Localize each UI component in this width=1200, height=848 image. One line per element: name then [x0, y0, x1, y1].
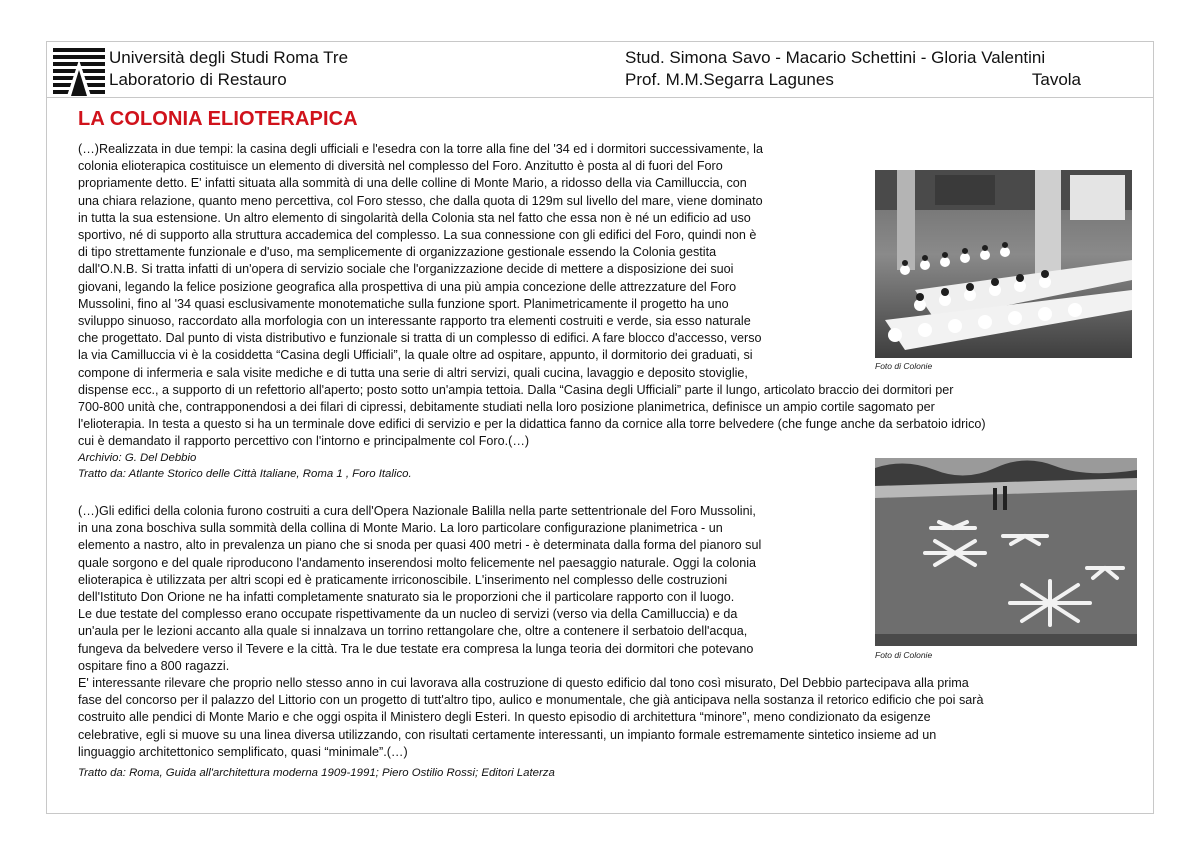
- paragraph-1: [78, 141, 986, 451]
- photo-caption-1: Foto di Colonie: [875, 361, 933, 371]
- source-archive: Archivio: G. Del Debbio: [78, 452, 197, 464]
- heliotherapy-courtyard-photo-icon: [875, 458, 1137, 646]
- header: [47, 42, 1153, 98]
- university-name: Università degli Studi Roma Tre: [109, 48, 349, 67]
- text-line: propriamente detto. E' infatti situata alla sommità di una delle colline di Monte Mario, a ridosso della via Camilluccia, con: [78, 176, 747, 191]
- text-line: (…)Realizzata in due tempi: la casina degli ufficiali e l'esedra con la torre alla fine del '34 ed i dormitori successivamente, la: [78, 142, 763, 156]
- students-names: Stud. Simona Savo - Macario Schettini - Gloria Valentini: [625, 48, 1046, 67]
- text-line: linguaggio architettonico semplificato, quasi “minimale”.(…): [78, 744, 408, 759]
- lab-name: Laboratorio di Restauro: [109, 70, 287, 89]
- professor-row: [625, 69, 1081, 91]
- text-line: quale sorgono e del quale riproducono l'andamento inserendosi molto felicemente nel paesaggio naturale. Oggi la colonia: [78, 555, 757, 570]
- text-line: sportivo, né di supporto alla struttura accademica del complesso. La sua connessione con gli edifici del Foro, quindi non è: [78, 228, 757, 243]
- text-line: E' interessante rilevare che proprio nello stesso anno in cui lavorava alla costruzione di questo edificio dal tono così misurato, Del Debbio partecipava alla prima: [78, 676, 969, 691]
- university-block: [109, 47, 348, 91]
- text-line: che progettato. Dal punto di vista distributivo e funzionale si tratta di un complesso di edifici. A fare blocco d'accesso, verso: [78, 331, 762, 346]
- text-line: di tipo strettamente funzionale e d'uso, ma semplicemente di organizzazione gestionale essendo la Colonia gestita: [78, 245, 717, 260]
- text-line: giovani, legando la felice posizione geografica alla prospettiva di una più ampia concezione delle attrezzature del Foro: [78, 279, 737, 294]
- text-line: l'elioterapia. In testa a questo si ha un terminale dove edifici di servizio e per la didattica fanno da cornice alla torre belvedere (che funge anche da serbatoio idrico): [78, 417, 986, 432]
- photo-caption-2: Foto di Colonie: [875, 650, 933, 660]
- text-line: una chiara relazione, quanto meno percettiva, col Foro stesso, che dalla quota di 129m sul livello del mare, viene dominato: [78, 193, 763, 208]
- text-line: sviluppo sinuoso, raccordato alla morfologia con un interessante rapporto tra elementi costruiti e verde, sia esso naturale: [78, 314, 751, 329]
- source-guida: Tratto da: Roma, Guida all'architettura moderna 1909-1991; Piero Ostilio Rossi; Editori Laterza: [78, 767, 555, 779]
- text-line: Le due testate del complesso erano occupate rispettivamente da un nucleo di servizi (verso via della Camilluccia) e da: [78, 607, 738, 622]
- text-line: costruito alle pendici di Monte Mario e che oggi ospita il Ministero degli Esteri. In questo episodio di architettura “minore”, meno condizionato da esigenze: [78, 710, 931, 725]
- text-line: fase del concorso per il palazzo del Littorio con un progetto di tutt'altro tipo, aulico e monumentale, che già anticipava nella sostanza il retorico edificio che poi sarà: [78, 693, 984, 708]
- text-line: 700-800 unità che, contrapponendosi a dei filari di cipressi, debitamente studiati nella loro posizione planimetrica, definisce un ampio cortile sagomato per: [78, 400, 935, 415]
- text-line: compone di infermeria e sala visite mediche e di tutta una serie di altri servizi, quali cucina, lavaggio e deposito stoviglie,: [78, 365, 748, 380]
- text-line: dispense ecc., a supporto di un refettorio all'aperto; posto sotto un'ampia tettoia. Dalla “Casina degli Ufficiali” parte il lungo, articolato braccio dei dormitori per: [78, 382, 954, 397]
- text-line: in tutta la sua estensione. Un altro elemento di singolarità della Colonia sta nel fatto che essa non è né un edificio ad uso: [78, 210, 751, 225]
- professor-name: Prof. M.M.Segarra Lagunes: [625, 70, 834, 89]
- refectory-photo-icon: [875, 170, 1132, 358]
- text-line: un'aula per le lezioni accanto alla quale si innalzava un torrino rettangolare che, oltre a contenere il serbatoio dell'acqua,: [78, 624, 748, 639]
- text-line: celebrative, egli si muove su una linea diversa utilizzando, con risultati certamente interessanti, un impianto formale estremamente sintetico insieme ad un: [78, 727, 937, 742]
- text-line: dell'Istituto Don Orione ne ha infatti completamente snaturato sia le proporzioni che il particolare rapporto con il luogo.: [78, 590, 735, 605]
- text-line: la via Camilluccia vi è la cosiddetta “Casina degli Ufficiali”, la quale oltre ad ospitare, appunto, il dormitorio dei graduati, si: [78, 348, 753, 363]
- text-line: dall'O.N.B. Si tratta infatti di un'opera di servizio sociale che l'organizzazione decide di mettere a disposizione dei suoi: [78, 262, 734, 277]
- text-line: in una zona boschiva sulla sommità della collina di Monte Mario. La loro particolare configurazione planimetrica - un: [78, 521, 723, 536]
- text-line: (…)Gli edifici della colonia furono costruiti a cura dell'Opera Nazionale Balilla nella parte settentrionale del Foro Mussolini,: [78, 504, 756, 518]
- text-line: elioterapica è utilizzata per altri scopi ed è praticamente irriconoscibile. L'inserimento nel complesso delle costruzioni: [78, 572, 728, 587]
- tavola-label: Tavola: [1031, 70, 1081, 89]
- text-line: Mussolini, fino al '34 quasi esclusivamente monotematiche sulla funzione sport. Planimetricamente il progetto ha uno: [78, 296, 729, 311]
- source-atlante: Tratto da: Atlante Storico delle Città Italiane, Roma 1 , Foro Italico.: [78, 468, 412, 480]
- text-line: fungeva da belvedere verso il Tevere e la città. Tra le due testate era compresa la lunga teoria dei dormitori che potevano: [78, 641, 754, 656]
- text-line: cui è demandato il rapporto percettivo con l'intorno e principalmente col Foro.(…): [78, 434, 530, 449]
- paragraph-2: [78, 503, 983, 761]
- text-line: colonia elioterapica costituisce un elemento di diversità nel complesso del Foro. Anzitutto è posta al di fuori del Foro: [78, 159, 723, 174]
- text-line: ospitare fino a 800 ragazzi.: [78, 658, 230, 673]
- page-title: LA COLONIA ELIOTERAPICA: [78, 108, 358, 130]
- roma-tre-logo-icon: [53, 46, 105, 96]
- text-line: elemento a nastro, alto in prevalenza un piano che si snoda per quasi 400 metri - è determinata dalla forma del pianoro sul: [78, 538, 762, 553]
